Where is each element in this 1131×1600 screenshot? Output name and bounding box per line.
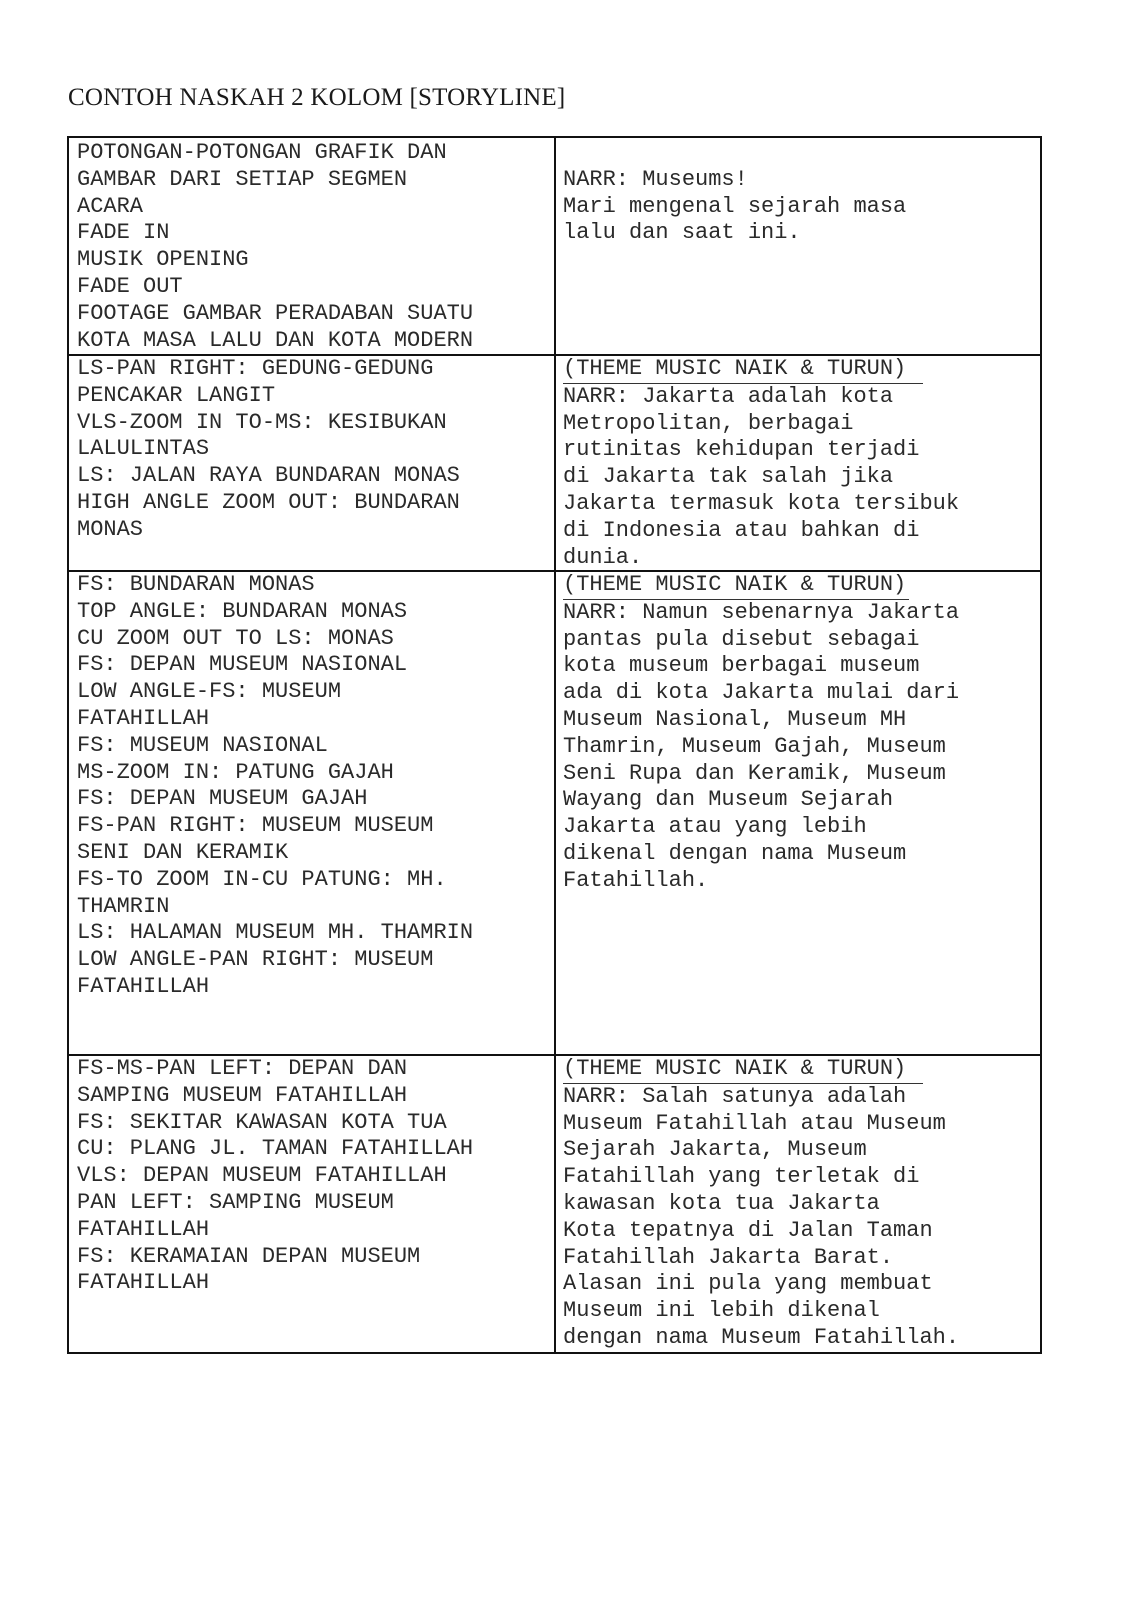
column-divider: [554, 354, 556, 570]
narration-text: NARR: Museums! Mari mengenal sejarah masa lalu dan saat ini.: [563, 166, 907, 246]
column-divider: [554, 570, 556, 1054]
blank-line: [563, 140, 1039, 167]
narration-text: NARR: Salah satunya adalah Museum Fatahillah atau Museum Sejarah Jakarta, Museum Fatahillah yang terletak di kawasan kota tua Jakarta Kota tepatnya di Jalan Taman Fatahillah Jakarta Barat. Alasan ini pula yang membuat Museum ini lebih dikenal dengan nama Museum Fatahillah.: [563, 1083, 960, 1350]
narration-text: NARR: Jakarta adalah kota Metropolitan, berbagai rutinitas kehidupan terjadi di Jakarta tak salah jika Jakarta termasuk kota tersibuk di Indonesia atau bahkan di dunia.: [563, 383, 960, 570]
visual-cell: LS-PAN RIGHT: GEDUNG-GEDUNG PENCAKAR LANGIT VLS-ZOOM IN TO-MS: KESIBUKAN LALULINTAS LS: JALAN RAYA BUNDARAN MONAS HIGH ANGLE ZOOM OUT: BUNDARAN MONAS: [77, 356, 460, 542]
music-cue: (THEME MUSIC NAIK & TURUN): [563, 356, 907, 381]
visual-cell: POTONGAN-POTONGAN GRAFIK DAN GAMBAR DARI SETIAP SEGMEN ACARA FADE IN MUSIK OPENING FADE OUT FOOTAGE GAMBAR PERADABAN SUATU KOTA MASA LALU DAN KOTA MODERN: [77, 140, 474, 353]
music-cue-line: [563, 1056, 923, 1084]
script-row-2: [69, 354, 1040, 572]
audio-cell: [563, 138, 1039, 354]
music-cue-line: [563, 572, 909, 600]
visual-cell: FS-MS-PAN LEFT: DEPAN DAN SAMPING MUSEUM FATAHILLAH FS: SEKITAR KAWASAN KOTA TUA CU: PLANG JL. TAMAN FATAHILLAH VLS: DEPAN MUSEUM FATAHILLAH PAN LEFT: SAMPING MUSEUM FATAHILLAH FS: KERAMAIAN DEPAN MUSEUM FATAHILLAH: [77, 1056, 474, 1296]
music-cue: (THEME MUSIC NAIK & TURUN): [563, 572, 907, 597]
narration-text: NARR: Namun sebenarnya Jakarta pantas pula disebut sebagai kota museum berbagai museum ada di kota Jakarta mulai dari Museum Nasional, Museum MH Thamrin, Museum Gajah, Museum Seni Rupa dan Keramik, Museum Wayang dan Museum Sejarah Jakarta atau yang lebih dikenal dengan nama Museum Fatahillah.: [563, 599, 960, 893]
script-row-3: [69, 570, 1040, 1056]
script-row-4: [69, 1054, 1040, 1352]
music-cue: (THEME MUSIC NAIK & TURUN): [563, 1056, 907, 1081]
music-cue-line: [563, 356, 923, 384]
script-row-1: [69, 138, 1040, 356]
audio-cell: [563, 1054, 1039, 1352]
column-divider: [554, 138, 556, 354]
audio-cell: [563, 570, 1039, 1054]
visual-cell: FS: BUNDARAN MONAS TOP ANGLE: BUNDARAN MONAS CU ZOOM OUT TO LS: MONAS FS: DEPAN MUSEUM NASIONAL LOW ANGLE-FS: MUSEUM FATAHILLAH FS: MUSEUM NASIONAL MS-ZOOM IN: PATUNG GAJAH FS: DEPAN MUSEUM GAJAH FS-PAN RIGHT: MUSEUM MUSEUM SENI DAN KERAMIK FS-TO ZOOM IN-CU PATUNG: MH. THAMRIN LS: HALAMAN MUSEUM MH. THAMRIN LOW ANGLE-PAN RIGHT: MUSEUM FATAHILLAH: [77, 572, 474, 999]
column-divider: [554, 1054, 556, 1352]
audio-cell: [563, 354, 1039, 570]
page-title: CONTOH NASKAH 2 KOLOM [STORYLINE]: [68, 84, 566, 111]
two-column-script-table: [67, 136, 1042, 1354]
